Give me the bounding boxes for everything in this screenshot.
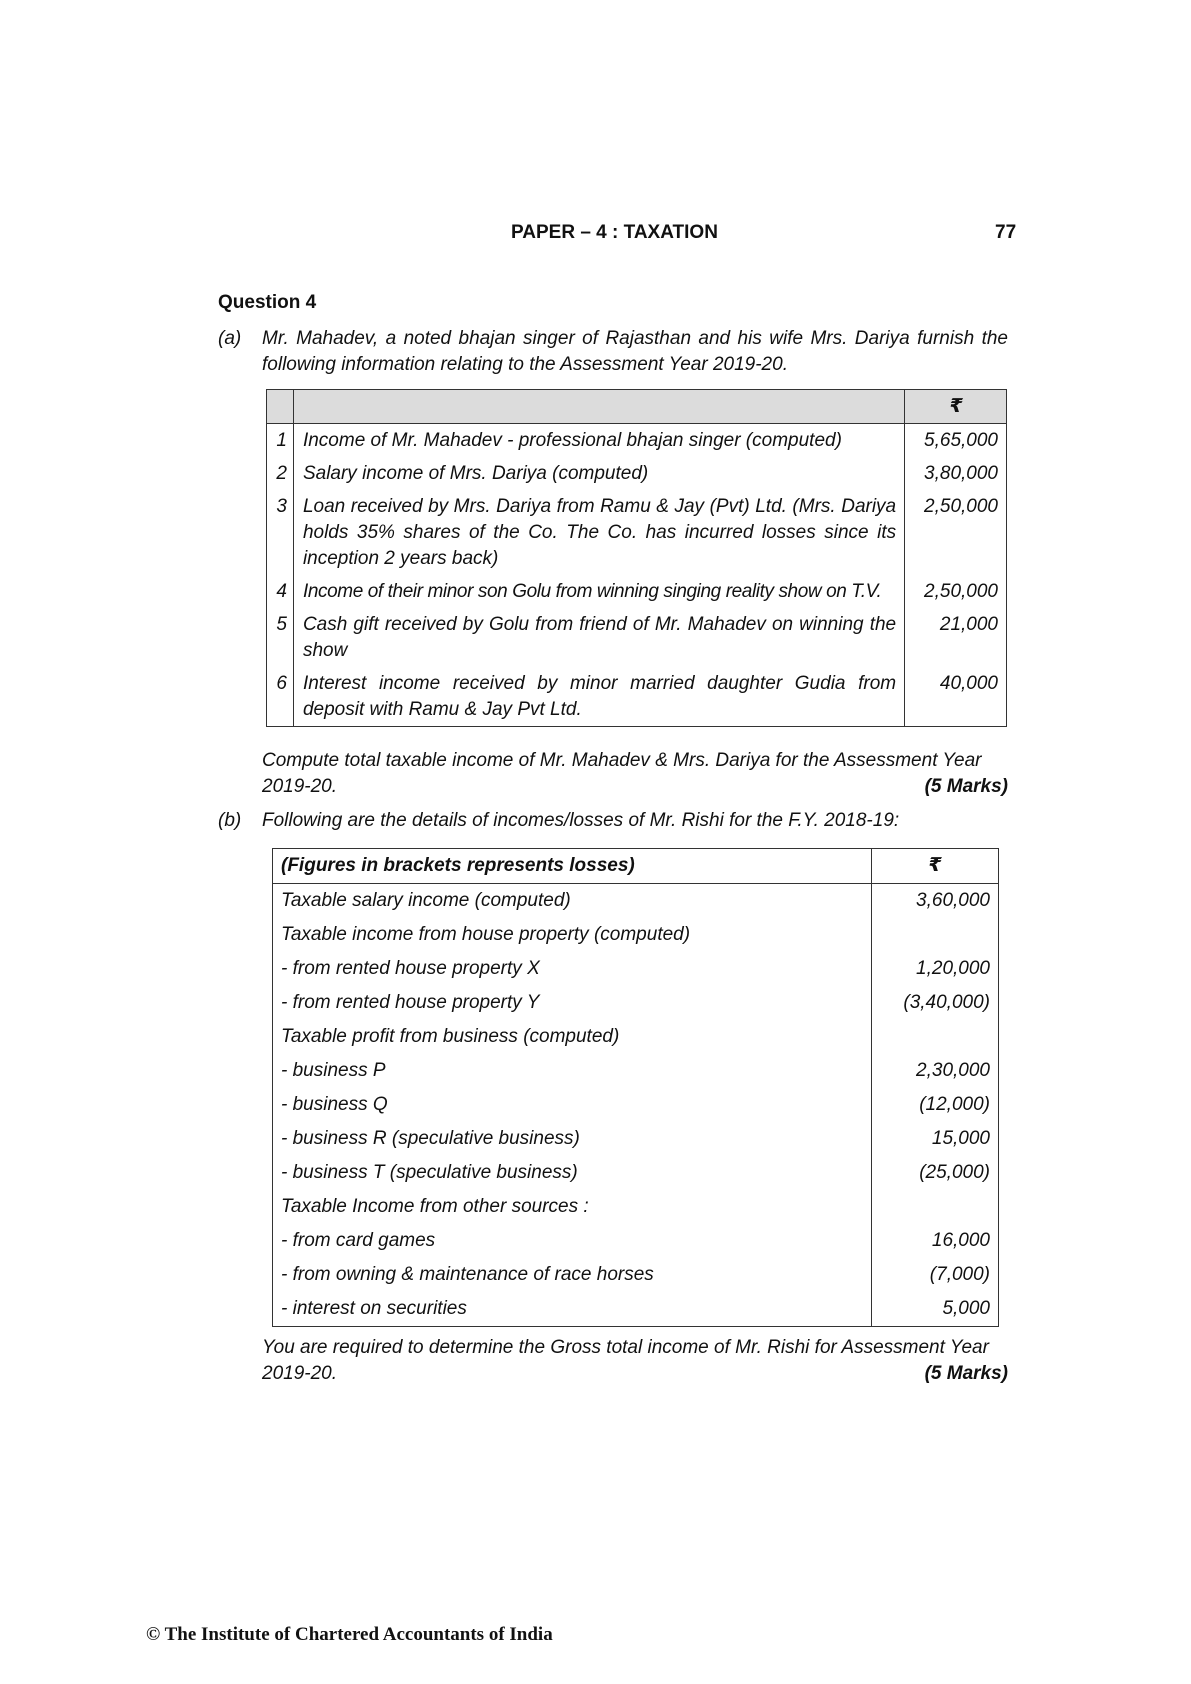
table-header-row bbox=[273, 849, 999, 884]
table-row bbox=[273, 918, 999, 952]
table-row bbox=[267, 608, 1007, 667]
row-amount: 5,65,000 bbox=[905, 424, 1007, 458]
row-number: 3 bbox=[267, 490, 294, 575]
page-header-title: PAPER – 4 : TAXATION bbox=[511, 222, 718, 243]
row-amount: 16,000 bbox=[872, 1224, 999, 1258]
part-b-task bbox=[262, 1335, 1008, 1387]
row-description: Taxable income from house property (computed) bbox=[273, 918, 872, 952]
table-row bbox=[273, 884, 999, 919]
row-amount: 3,80,000 bbox=[905, 457, 1007, 490]
header-currency-cell bbox=[905, 390, 1007, 424]
part-b-task-line1: You are required to determine the Gross total income of Mr. Rishi for Assessment Year bbox=[262, 1337, 989, 1358]
header-desc-cell bbox=[293, 390, 904, 424]
table-row bbox=[273, 1190, 999, 1224]
row-amount: 1,20,000 bbox=[872, 952, 999, 986]
row-number: 6 bbox=[267, 667, 294, 727]
row-description: Income of Mr. Mahadev - professional bhajan singer (computed) bbox=[293, 424, 904, 458]
row-amount bbox=[872, 1020, 999, 1054]
row-description: - interest on securities bbox=[273, 1292, 872, 1327]
table-row bbox=[273, 986, 999, 1020]
row-description: Taxable profit from business (computed) bbox=[273, 1020, 872, 1054]
row-description: Income of their minor son Golu from winning singing reality show on T.V. bbox=[293, 575, 904, 608]
table-row bbox=[273, 1224, 999, 1258]
row-description: - from rented house property X bbox=[273, 952, 872, 986]
header-currency-cell bbox=[872, 849, 999, 884]
table-row bbox=[267, 457, 1007, 490]
table-row bbox=[273, 1292, 999, 1327]
row-description: - from owning & maintenance of race horses bbox=[273, 1258, 872, 1292]
table-header-row bbox=[267, 390, 1007, 424]
table-row bbox=[273, 952, 999, 986]
row-number: 4 bbox=[267, 575, 294, 608]
part-a-task-line2: 2019-20. bbox=[262, 776, 338, 797]
row-number: 2 bbox=[267, 457, 294, 490]
row-description: Taxable salary income (computed) bbox=[273, 884, 872, 919]
table-row bbox=[273, 1122, 999, 1156]
part-b-task-line2: 2019-20. bbox=[262, 1363, 338, 1384]
row-amount: 15,000 bbox=[872, 1122, 999, 1156]
question-heading: Question 4 bbox=[218, 292, 317, 313]
row-amount bbox=[872, 918, 999, 952]
header-desc-cell: (Figures in brackets represents losses) bbox=[273, 849, 872, 884]
row-description: - business R (speculative business) bbox=[273, 1122, 872, 1156]
page-number: 77 bbox=[995, 222, 1017, 243]
row-amount: 40,000 bbox=[905, 667, 1007, 727]
table-row bbox=[273, 1088, 999, 1122]
part-a-task bbox=[262, 748, 1008, 800]
row-number: 1 bbox=[267, 424, 294, 458]
part-a-table bbox=[266, 389, 1007, 727]
row-description: - from rented house property Y bbox=[273, 986, 872, 1020]
table-row bbox=[273, 1258, 999, 1292]
row-amount: 2,30,000 bbox=[872, 1054, 999, 1088]
footer-copyright: © The Institute of Chartered Accountants of India bbox=[146, 1624, 553, 1645]
row-description: - business Q bbox=[273, 1088, 872, 1122]
part-a-label: (a) bbox=[218, 328, 242, 349]
row-amount: 2,50,000 bbox=[905, 575, 1007, 608]
row-description: - business P bbox=[273, 1054, 872, 1088]
part-a-task-line1: Compute total taxable income of Mr. Mahadev & Mrs. Dariya for the Assessment Year bbox=[262, 750, 982, 771]
table-row bbox=[267, 575, 1007, 608]
row-description: Taxable Income from other sources : bbox=[273, 1190, 872, 1224]
table-row bbox=[273, 1156, 999, 1190]
part-b-intro: Following are the details of incomes/losses of Mr. Rishi for the F.Y. 2018-19: bbox=[262, 810, 900, 831]
row-description: Salary income of Mrs. Dariya (computed) bbox=[293, 457, 904, 490]
part-a-task-marks-line bbox=[262, 774, 1008, 800]
part-b-table bbox=[272, 848, 999, 1327]
row-amount bbox=[872, 1190, 999, 1224]
row-amount: (3,40,000) bbox=[872, 986, 999, 1020]
row-amount: (25,000) bbox=[872, 1156, 999, 1190]
row-description: Interest income received by minor married daughter Gudia from deposit with Ramu & Jay Pvt Ltd. bbox=[293, 667, 904, 727]
table-row bbox=[273, 1054, 999, 1088]
row-amount: (12,000) bbox=[872, 1088, 999, 1122]
row-description: Loan received by Mrs. Dariya from Ramu & Jay (Pvt) Ltd. (Mrs. Dariya holds 35% shares of the Co. The Co. has incurred losses since its inception 2 years back) bbox=[293, 490, 904, 575]
header-no-cell bbox=[267, 390, 294, 424]
part-b-task-marks-line bbox=[262, 1361, 1008, 1387]
row-amount: (7,000) bbox=[872, 1258, 999, 1292]
row-amount: 21,000 bbox=[905, 608, 1007, 667]
part-a-intro: Mr. Mahadev, a noted bhajan singer of Rajasthan and his wife Mrs. Dariya furnish the following information relating to the Assessment Year 2019-20. bbox=[262, 328, 1008, 375]
part-b-marks: (5 Marks) bbox=[924, 1363, 1008, 1384]
row-amount: 2,50,000 bbox=[905, 490, 1007, 575]
table-row bbox=[267, 424, 1007, 458]
row-number: 5 bbox=[267, 608, 294, 667]
rupee-symbol: ₹ bbox=[928, 855, 942, 876]
rupee-symbol: ₹ bbox=[949, 396, 963, 417]
row-amount: 5,000 bbox=[872, 1292, 999, 1327]
row-description: - business T (speculative business) bbox=[273, 1156, 872, 1190]
table-row bbox=[267, 490, 1007, 575]
row-amount: 3,60,000 bbox=[872, 884, 999, 919]
row-description: Cash gift received by Golu from friend of Mr. Mahadev on winning the show bbox=[293, 608, 904, 667]
part-b-label: (b) bbox=[218, 810, 242, 831]
part-a-marks: (5 Marks) bbox=[924, 776, 1008, 797]
table-row bbox=[273, 1020, 999, 1054]
row-description: - from card games bbox=[273, 1224, 872, 1258]
table-row bbox=[267, 667, 1007, 727]
